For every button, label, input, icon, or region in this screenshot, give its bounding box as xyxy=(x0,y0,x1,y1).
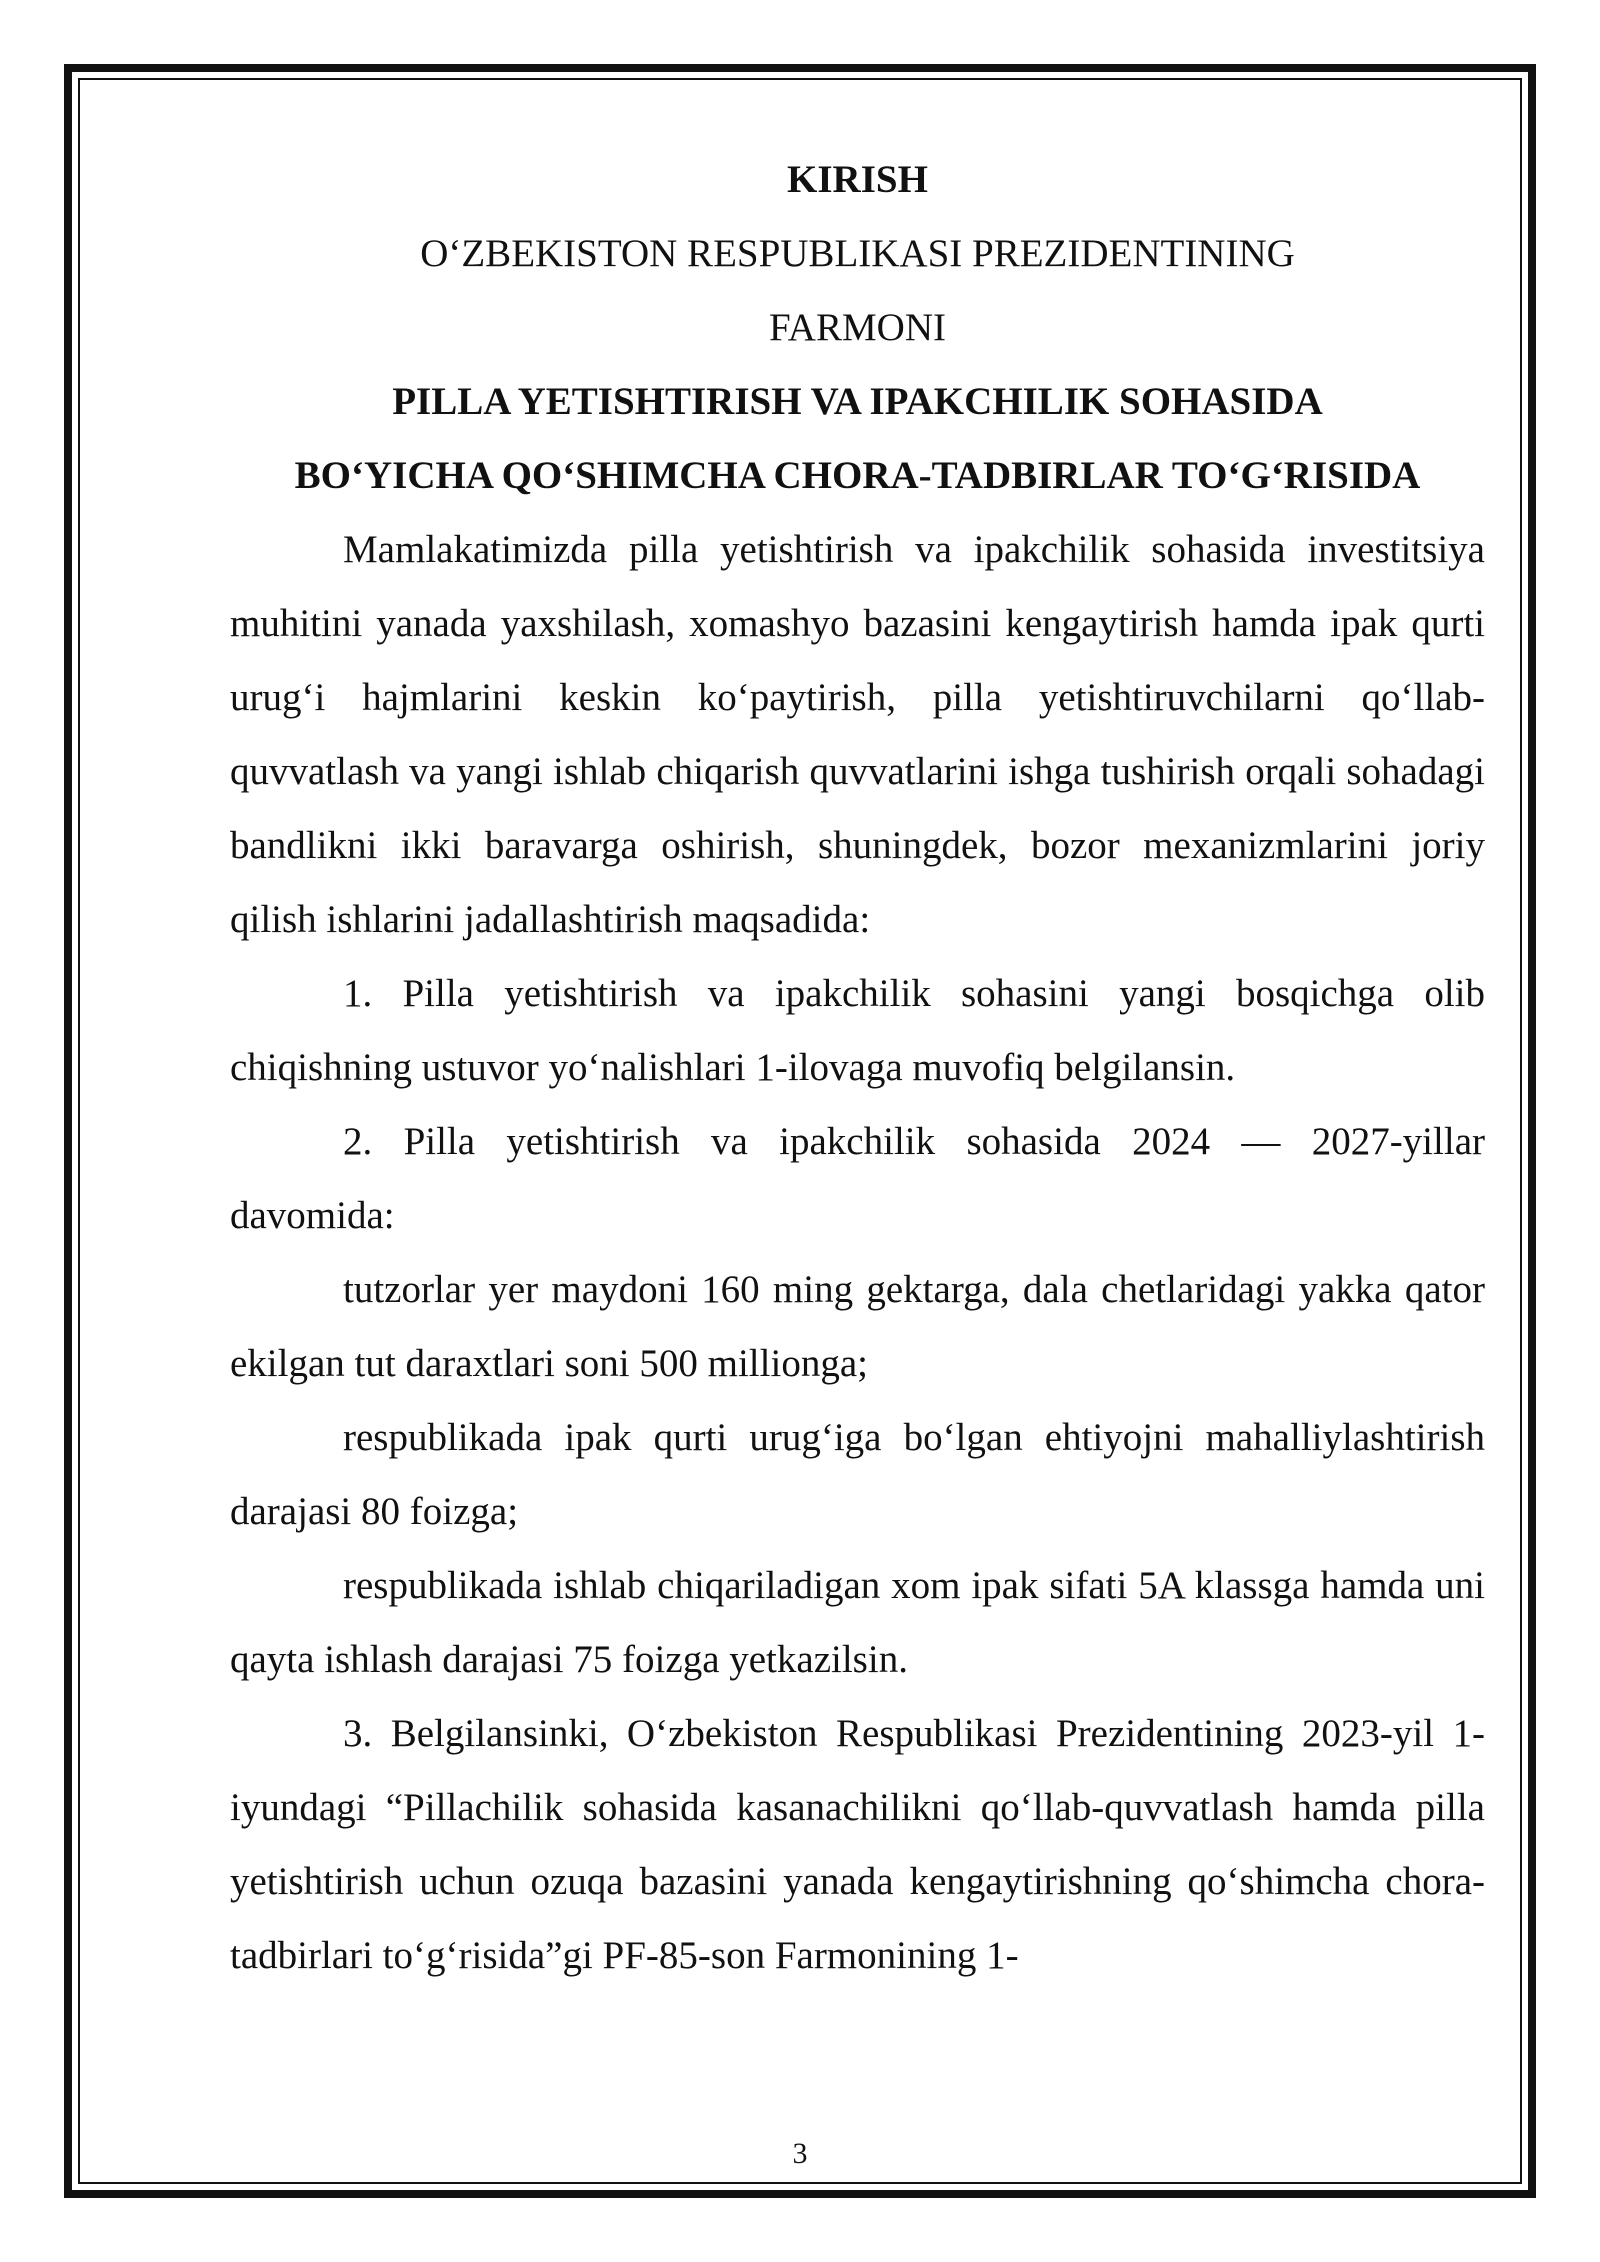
section-heading: KIRISH xyxy=(787,158,928,201)
decree-issuer: O‘ZBEKISTON RESPUBLIKASI PREZIDENTINING xyxy=(420,232,1295,275)
paragraph-item-3: 3. Belgilansinki, O‘zbekiston Respublikasi Prezidentining 2023-yil 1-iyundagi “Pillachilik sohasida kasanachilikni qo‘llab-quvvatlash hamda pilla yetishtirish uchun ozuqa bazasini yanada kengaytirishning qo‘shimcha chora-tadbirlari to‘g‘risida”gi PF-85-son Farmonining 1- xyxy=(230,1712,1485,1977)
paragraph-item-1: 1. Pilla yetishtirish va ipakchilik sohasini yangi bosqichga olib chiqishning ustuvor yo‘nalishlari 1-ilovaga muvofiq belgilansin. xyxy=(230,972,1485,1089)
decree-type: FARMONI xyxy=(769,306,946,349)
page-number: 3 xyxy=(792,2137,808,2170)
paragraph-item-2: 2. Pilla yetishtirish va ipakchilik sohasida 2024 — 2027-yillar davomida: xyxy=(230,1120,1485,1237)
paragraph-item-2-c: respublikada ishlab chiqariladigan xom ipak sifati 5A klassga hamda uni qayta ishlash darajasi 75 foizga yetkazilsin. xyxy=(230,1564,1485,1681)
document-body xyxy=(230,143,1485,1993)
paragraph-preamble: Mamlakatimizda pilla yetishtirish va ipakchilik sohasida investitsiya muhitini yanada yaxshilash, xomashyo bazasini kengaytirish hamda ipak qurti urug‘i hajmlarini keskin ko‘paytirish, pilla yetishtiruvchilarni qo‘llab-quvvatlash va yangi ishlab chiqarish quvvatlarini ishga tushirish orqali sohadagi bandlikni ikki baravarga oshirish, shuningdek, bozor mexanizmlarini joriy qilish ishlarini jadallashtirish maqsadida: xyxy=(230,528,1485,941)
paragraph-item-2-b: respublikada ipak qurti urug‘iga bo‘lgan ehtiyojni mahalliylashtirish darajasi 80 foizga; xyxy=(230,1416,1485,1533)
paragraph-item-2-a: tutzorlar yer maydoni 160 ming gektarga, dala chetlaridagi yakka qator ekilgan tut daraxtlari soni 500 millionga; xyxy=(230,1268,1485,1385)
decree-title-line-1: PILLA YETISHTIRISH VA IPAKCHILIK SOHASIDA xyxy=(392,380,1323,423)
decree-title-line-2: BO‘YICHA QO‘SHIMCHA CHORA-TADBIRLAR TO‘G‘RISIDA xyxy=(294,454,1421,497)
